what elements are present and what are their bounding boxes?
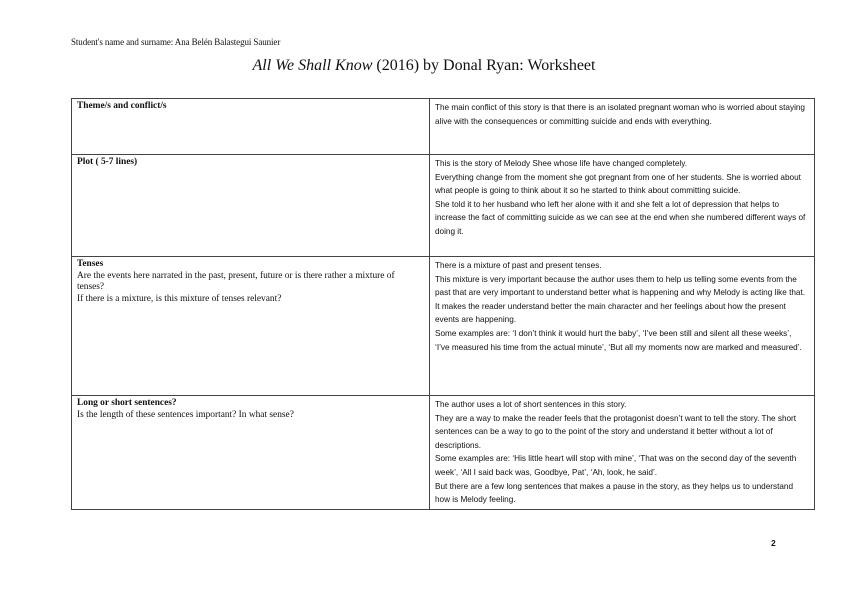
question-cell <box>72 396 430 510</box>
student-name-line: Student's name and surname: Ana Belén Balastegui Saunier <box>71 37 281 47</box>
answer-paragraph: The main conflict of this story is that there is an isolated pregnant woman who is worried about staying alive with the consequences or committing suicide and ends with everything. <box>435 103 805 126</box>
answer-paragraph: There is a mixture of past and present tenses. <box>435 261 602 270</box>
row-tenses <box>72 257 815 396</box>
row-plot <box>72 155 815 257</box>
row-sentence-length <box>72 396 815 510</box>
worksheet-title <box>0 57 848 75</box>
answer-paragraph: This is the story of Melody Shee whose life have changed completely. <box>435 159 687 168</box>
question-cell <box>72 257 430 396</box>
question-cell <box>72 99 430 155</box>
page-number: 2 <box>771 538 776 548</box>
answer-paragraph: Some examples are: ‘His little heart will stop with mine’, ‘That was on the second day of the seventh week’, ‘All I said back was, Goodbye, Pat’, ‘Ah, look, he said’. <box>435 454 797 477</box>
row-theme-conflict <box>72 99 815 155</box>
answer-cell <box>430 396 815 510</box>
question-cell <box>72 155 430 257</box>
question-title: Theme/s and conflict/s <box>77 101 167 111</box>
answer-paragraph: Some examples are: ‘I don’t think it would hurt the baby’, ‘I’ve been still and silent all these weeks’, ‘I’ve measured his time from the actual minute’, ‘But all my moments now are marked and measured’. <box>435 328 802 352</box>
book-title: All We Shall Know <box>252 57 373 74</box>
answer-paragraph: They are a way to make the reader feels that the protagonist doesn’t want to tell the story. The short sentences can be a way to go to the point of the story and understand it better without a lot of descriptions. <box>435 413 797 450</box>
answer-paragraph: Everything change from the moment she got pregnant from one of her students. She is worried about what people is going to think about it so he started to think about committing suicide. <box>435 172 801 196</box>
answer-paragraph: It makes the reader understand better the main character and her feelings about how the present events are happening. <box>435 301 786 325</box>
question-title: Plot ( 5-7 lines) <box>77 157 138 167</box>
answer-paragraph: This mixture is very important because the author uses them to help us telling some events from the past that are very important to understand better what is happening and why Melody is acting like that. <box>435 274 806 298</box>
answer-cell <box>430 155 815 257</box>
answer-cell <box>430 257 815 396</box>
question-title: Long or short sentences? <box>77 398 177 408</box>
answer-paragraph: She told it to her husband who left her alone with it and she felt a lot of depression that helps to increase the fact of committing suicide as we can see at the end when she numbered different ways of doing it. <box>435 199 806 236</box>
question-paragraph: If there is a mixture, is this mixture of tenses relevant? <box>77 293 282 304</box>
answer-paragraph: The author uses a lot of short sentences in this story. <box>435 400 627 409</box>
title-rest: (2016) by Donal Ryan: Worksheet <box>372 57 596 74</box>
worksheet-table <box>71 98 815 510</box>
question-title: Tenses <box>77 259 104 269</box>
question-paragraph: Are the events here narrated in the past, present, future or is there rather a mixture of tenses? <box>77 270 395 293</box>
question-paragraph: Is the length of these sentences important? In what sense? <box>77 409 294 420</box>
answer-paragraph: But there are a few long sentences that makes a pause in the story, as they helps us to understand how is Melody feeling. <box>435 481 794 505</box>
answer-cell <box>430 99 815 155</box>
